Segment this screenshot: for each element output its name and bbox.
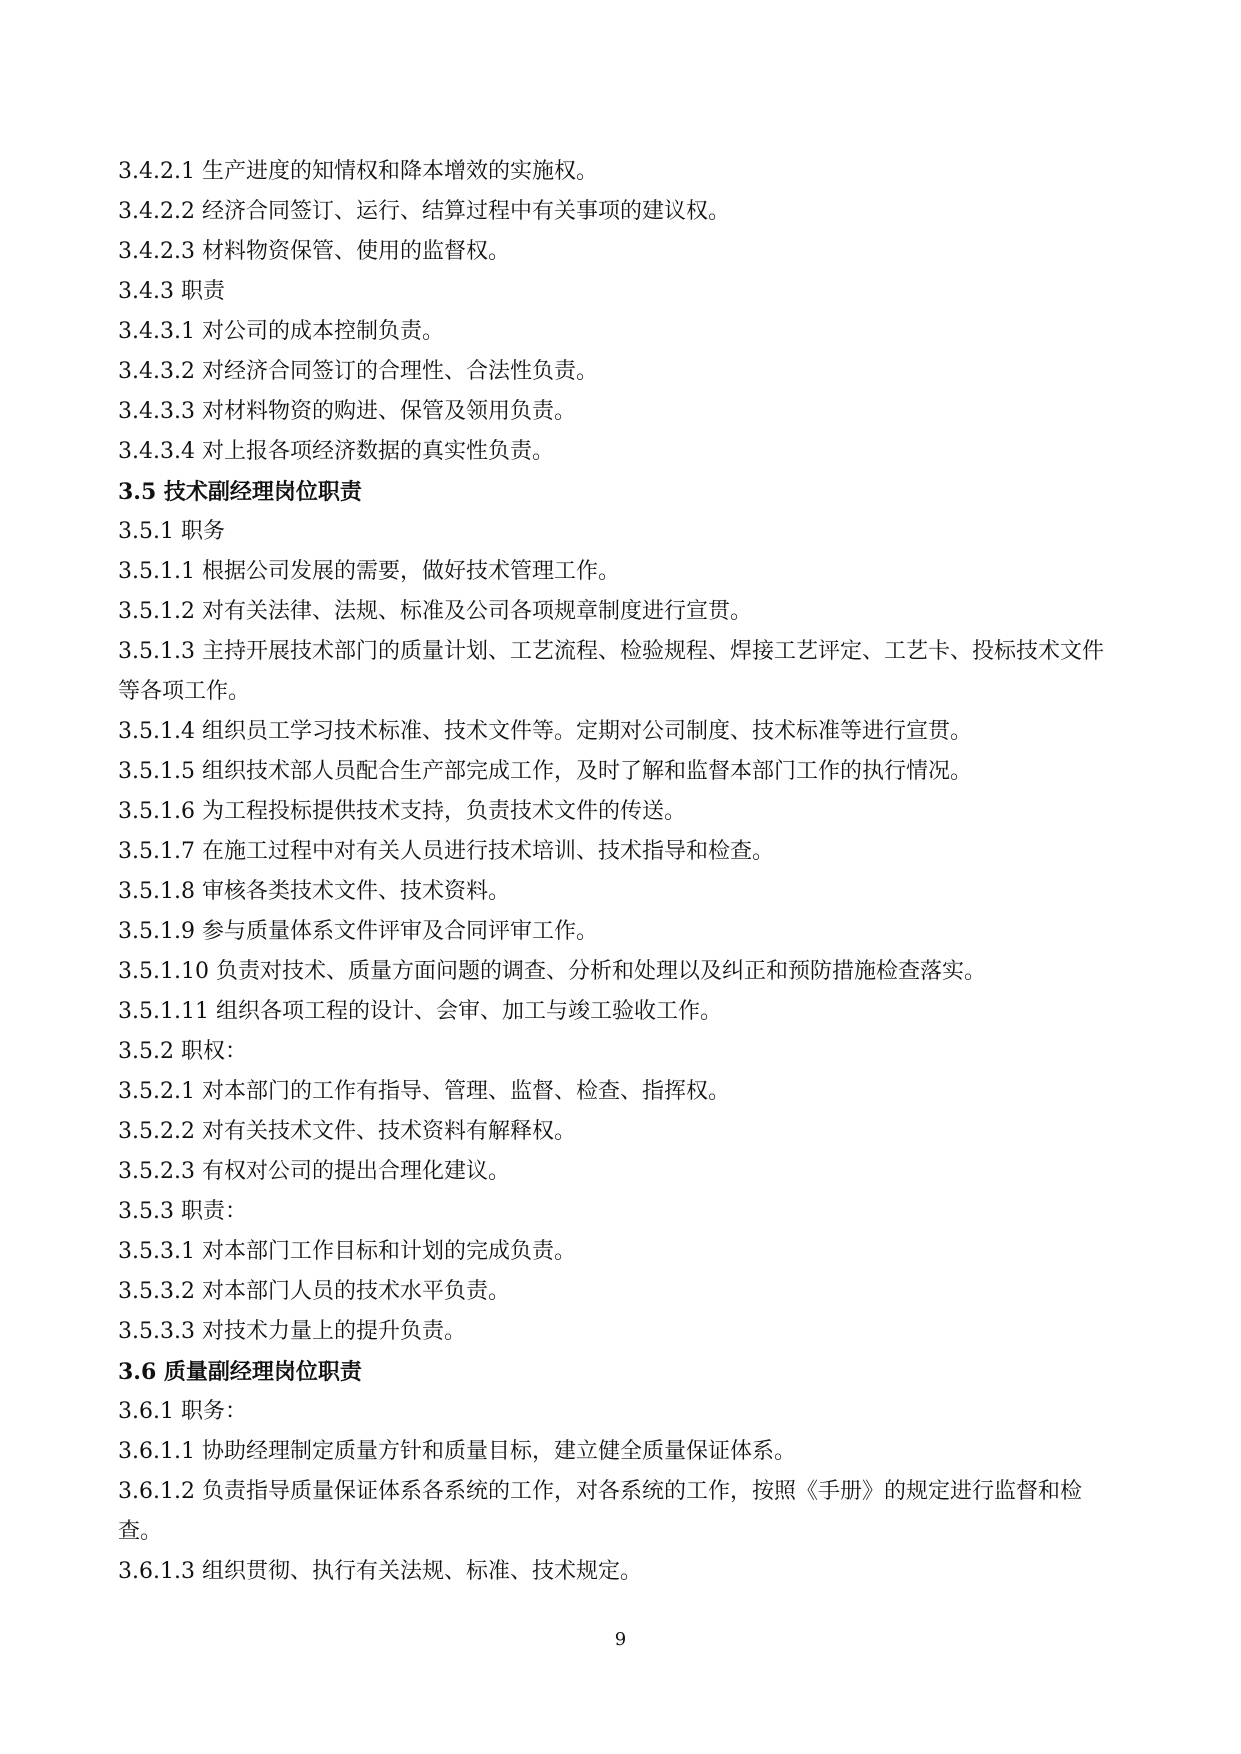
clause-3-5-3-1: 3.5.3.1 对本部门工作目标和计划的完成负责。 <box>118 1239 576 1264</box>
clause-3-5-1-10: 3.5.1.10 负责对技术、质量方面问题的调查、分析和处理以及纠正和预防措施检查落实。 <box>118 959 986 984</box>
clause-3-6-1: 3.6.1 职务： <box>118 1399 247 1424</box>
clause-3-5-1-1: 3.5.1.1 根据公司发展的需要，做好技术管理工作。 <box>118 559 620 584</box>
clause-3-5-1-2: 3.5.1.2 对有关法律、法规、标准及公司各项规章制度进行宣贯。 <box>118 599 752 624</box>
clause-3-5-3-2: 3.5.3.2 对本部门人员的技术水平负责。 <box>118 1279 510 1304</box>
clause-3-6-1-2: 3.6.1.2 负责指导质量保证体系各系统的工作，对各系统的工作，按照《手册》的规定进行监督和检查。 <box>118 1479 1082 1544</box>
clause-3-5-1-4: 3.5.1.4 组织员工学习技术标准、技术文件等。定期对公司制度、技术标准等进行宣贯。 <box>118 719 972 744</box>
clause-3-4-3-3: 3.4.3.3 对材料物资的购进、保管及领用负责。 <box>118 399 576 424</box>
clause-3-4-2-2: 3.4.2.2 经济合同签订、运行、结算过程中有关事项的建议权。 <box>118 199 730 224</box>
clause-3-5-2-3: 3.5.2.3 有权对公司的提出合理化建议。 <box>118 1159 510 1184</box>
section-heading-3-5: 3.5 技术副经理岗位职责 <box>118 479 362 505</box>
clause-3-6-1-3: 3.6.1.3 组织贯彻、执行有关法规、标准、技术规定。 <box>118 1559 642 1584</box>
clause-3-5-1-3: 3.5.1.3 主持开展技术部门的质量计划、工艺流程、检验规程、焊接工艺评定、工艺卡、投标技术文件等各项工作。 <box>118 639 1104 704</box>
clause-3-5-2: 3.5.2 职权： <box>118 1039 247 1064</box>
clause-3-5-1-8: 3.5.1.8 审核各类技术文件、技术资料。 <box>118 879 510 904</box>
clause-3-5-1-7: 3.5.1.7 在施工过程中对有关人员进行技术培训、技术指导和检查。 <box>118 839 774 864</box>
clause-3-4-2-3: 3.4.2.3 材料物资保管、使用的监督权。 <box>118 239 510 264</box>
clause-3-5-1-11: 3.5.1.11 组织各项工程的设计、会审、加工与竣工验收工作。 <box>118 999 722 1024</box>
clause-3-5-3: 3.5.3 职责： <box>118 1199 247 1224</box>
clause-3-5-1-5: 3.5.1.5 组织技术部人员配合生产部完成工作，及时了解和监督本部门工作的执行情况。 <box>118 759 972 784</box>
clause-3-6-1-1: 3.6.1.1 协助经理制定质量方针和质量目标，建立健全质量保证体系。 <box>118 1439 796 1464</box>
clause-3-5-1-6: 3.5.1.6 为工程投标提供技术支持，负责技术文件的传送。 <box>118 799 686 824</box>
clause-3-5-2-2: 3.5.2.2 对有关技术文件、技术资料有解释权。 <box>118 1119 576 1144</box>
clause-3-5-1-9: 3.5.1.9 参与质量体系文件评审及合同评审工作。 <box>118 919 598 944</box>
clause-3-5-3-3: 3.5.3.3 对技术力量上的提升负责。 <box>118 1319 466 1344</box>
clause-3-4-3-4: 3.4.3.4 对上报各项经济数据的真实性负责。 <box>118 439 554 464</box>
page-number: 9 <box>614 1629 627 1650</box>
clause-3-4-2-1: 3.4.2.1 生产进度的知情权和降本增效的实施权。 <box>118 159 598 184</box>
section-heading-3-6: 3.6 质量副经理岗位职责 <box>118 1359 362 1385</box>
document-body <box>118 152 1123 1592</box>
clause-3-5-1: 3.5.1 职务 <box>118 519 225 544</box>
clause-3-4-3-1: 3.4.3.1 对公司的成本控制负责。 <box>118 319 444 344</box>
clause-3-5-2-1: 3.5.2.1 对本部门的工作有指导、管理、监督、检查、指挥权。 <box>118 1079 730 1104</box>
clause-3-4-3-2: 3.4.3.2 对经济合同签订的合理性、合法性负责。 <box>118 359 598 384</box>
clause-3-4-3: 3.4.3 职责 <box>118 279 225 304</box>
